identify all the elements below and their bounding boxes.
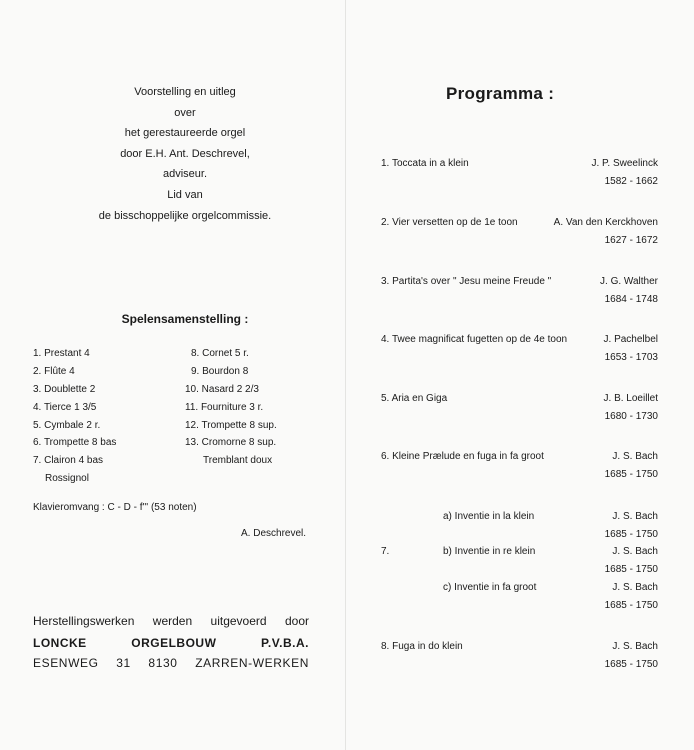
register-item: 12. Trompette 8 sup. [185, 420, 277, 431]
intro-line: door E.H. Ant. Deschrevel, [120, 147, 250, 160]
programme-item-title: 4. Twee magnificat fugetten op de 4e toon [381, 334, 568, 345]
programme-item-composer: J. G. Walther [600, 276, 658, 287]
programme-item-dates: 1680 - 1730 [604, 411, 658, 422]
programme-item-composer: J. S. Bach [612, 641, 658, 652]
register-item: 8. Cornet 5 r. [191, 348, 249, 359]
register-item: 4. Tierce 1 3/5 [33, 402, 97, 413]
programme-item-title: 6. Kleine Prælude en fuga in fa groot [381, 451, 544, 462]
intro-line: adviseur. [162, 168, 208, 181]
page-fold [345, 0, 346, 750]
programme-item-dates: 1685 - 1750 [604, 529, 658, 540]
keyboard-range: Klavieromvang : C - D - f''' (53 noten) [33, 502, 197, 513]
programme-item-dates: 1685 - 1750 [604, 564, 658, 575]
register-item: 9. Bourdon 8 [191, 366, 249, 377]
programme-title: Programma : [446, 84, 555, 103]
intro-line: Lid van [167, 188, 203, 201]
programme-item-dates: 1685 - 1750 [604, 659, 658, 670]
programme-subitem-title: c) Inventie in fa groot [443, 582, 537, 593]
signature: A. Deschrevel. [241, 528, 307, 539]
register-item: Rossignol [45, 473, 89, 484]
programme-item-dates: 1685 - 1750 [604, 469, 658, 480]
intro-line: de bisschoppelijke orgelcommissie. [98, 209, 272, 222]
registers-title: Spelensamenstelling : [121, 312, 249, 326]
programme-item-composer: A. Van den Kerckhoven [553, 217, 658, 228]
programme-item-title: 8. Fuga in do klein [381, 641, 463, 652]
programme-item-title: 1. Toccata in a klein [381, 158, 469, 169]
intro-line: over [174, 106, 196, 119]
programme-item-composer: J. S. Bach [612, 511, 658, 522]
programme-item-composer: J. P. Sweelinck [591, 158, 658, 169]
register-item: 5. Cymbale 2 r. [33, 420, 101, 431]
programme-item-dates: 1684 - 1748 [604, 294, 658, 305]
programme-item-dates: 1582 - 1662 [604, 176, 658, 187]
builder-name: LONCKE ORGELBOUW P.V.B.A. [33, 636, 309, 650]
programme-item-number: 7. [381, 546, 390, 557]
register-item: 6. Trompette 8 bas [33, 437, 117, 448]
programme-subitem-title: a) Inventie in la klein [443, 511, 535, 522]
programme-item-composer: J. B. Loeillet [603, 393, 658, 404]
programme-item-composer: J. Pachelbel [603, 334, 658, 345]
register-item: 10. Nasard 2 2/3 [185, 384, 259, 395]
programme-item-title: 3. Partita's over " Jesu meine Freude " [381, 276, 552, 287]
register-item: 7. Clairon 4 bas [33, 455, 104, 466]
programme-item-title: 5. Aria en Giga [381, 393, 448, 404]
programme-item-title: 2. Vier versetten op de 1e toon [381, 217, 518, 228]
builder-intro: Herstellingswerken werden uitgevoerd door [33, 614, 309, 628]
programme-item-composer: J. S. Bach [612, 451, 658, 462]
programme-item-dates: 1653 - 1703 [604, 352, 658, 363]
programme-item-composer: J. S. Bach [612, 582, 658, 593]
intro-text [40, 82, 330, 226]
register-item: Tremblant doux [203, 455, 273, 466]
register-item: 2. Flûte 4 [33, 366, 75, 377]
intro-line: Voorstelling en uitleg [134, 86, 236, 98]
programme-item-dates: 1627 - 1672 [604, 235, 658, 246]
builder-address: ESENWEG 31 8130 ZARREN-WERKEN [33, 656, 309, 670]
register-item: 13. Cromorne 8 sup. [185, 437, 277, 448]
register-item: 3. Doublette 2 [33, 384, 96, 395]
programme-subitem-title: b) Inventie in re klein [443, 546, 536, 557]
intro-line: het gerestaureerde orgel [124, 127, 246, 140]
register-item: 11. Fourniture 3 r. [185, 402, 264, 413]
register-item: 1. Prestant 4 [33, 348, 90, 359]
programme-item-composer: J. S. Bach [612, 546, 658, 557]
programme-item-dates: 1685 - 1750 [604, 600, 658, 611]
